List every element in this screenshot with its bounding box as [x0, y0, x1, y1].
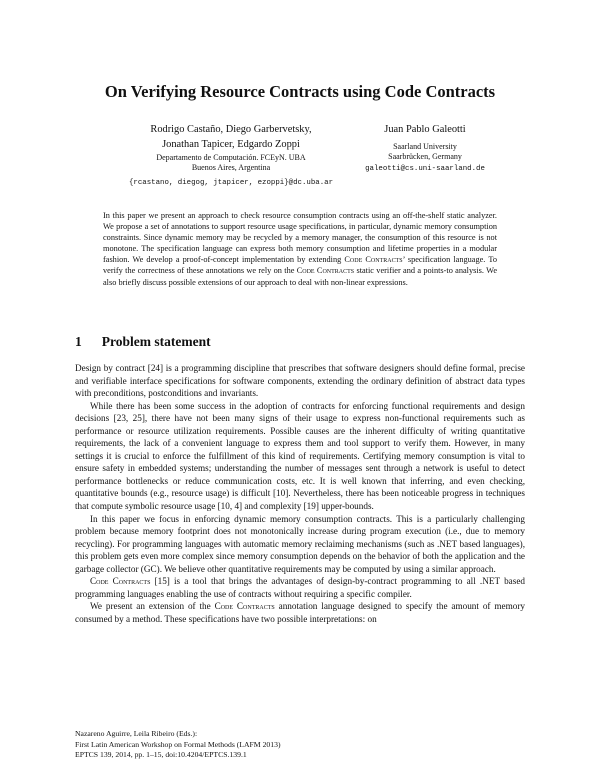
footer-line3: EPTCS 139, 2014, pp. 1–15, doi:10.4204/EPTCS.139.1 [75, 750, 247, 760]
paragraph: Code Contracts [15] is a tool that brings the advantages of design-by-contract programming to all .NET based programming languages enabling the use of contracts without requiring a specific compiler. [75, 576, 525, 599]
body-text [75, 362, 525, 625]
author-names-line1: Rodrigo Castaño, Diego Garbervetsky, [150, 124, 312, 135]
footer [75, 729, 281, 761]
section-title: Problem statement [101, 334, 211, 349]
section-heading [75, 334, 211, 350]
author-names-line2: Jonathan Tapicer, Edgardo Zoppi [162, 139, 300, 150]
paragraph: We present an extension of the Code Contracts annotation language designed to specify the amount of memory consumed by a method. These specifications have two possible interpretations: on [75, 601, 525, 624]
paragraph: While there has been some success in the adoption of contracts for enforcing functional requirements and design decisions [23, 25], there have not been many signs of their usage to express non-functional requirements such as performance or resource utilization requirements. Possible causes are the inherent difficulty of writing quantitative requirements, the lack of a convenient language to express them and tool support to verify them. However, in many settings it is crucial to enforce the fulfillment of this kind of requirements. Certifying memory consumption is vital to ensure safety in embedded systems; understanding the number of messages sent through a network is useful to detect performance bottlenecks or reduce communication costs, etc. It is well known that inferring, and even checking, quantitative bounds (e.g., resource usage) is difficult [10]. Nevertheless, there has been noticeable progress in techniques that compute symbolic resource usage [10, 4] and complexity [19] upper-bounds. [75, 400, 525, 512]
footer-line1: Nazareno Aguirre, Leila Ribeiro (Eds.): [75, 729, 198, 738]
affiliation-line1: Saarland University [393, 142, 457, 151]
abstract: In this paper we present an approach to check resource consumption contracts using an off-the-shelf static analyzer. We propose a set of annotations to support resource usage specifications, in particular, dynamic memory consumption constraints. Since dynamic memory may be recycled by a memory manager, the consumption of this resource is not monotone. The specification language can express both memory consumption and lifetime properties in a modular fashion. We develop a proof-of-concept implementation by extending Code Contracts’ specification language. To verify the correctness of these annotations we rely on the Code Contracts static verifier and a points-to analysis. We also briefly discuss possible extensions of our approach to deal with non-linear expressions. [103, 211, 497, 287]
section-number: 1 [75, 334, 82, 349]
author-email: galeotti@cs.uni-saarland.de [365, 165, 485, 173]
affiliation-line2: Saarbrücken, Germany [388, 152, 462, 161]
author-block-left [96, 122, 366, 187]
paper-title: On Verifying Resource Contracts using Code Contracts [104, 82, 496, 101]
author-email: {rcastano, diegog, jtapicer, ezoppi}@dc.uba.ar [128, 179, 333, 187]
affiliation-line2: Buenos Aires, Argentina [191, 163, 271, 172]
footer-line2: First Latin American Workshop on Formal Methods (LAFM 2013) [75, 739, 281, 749]
paragraph: Design by contract [24] is a programming discipline that prescribes that software designers should define formal, precise and verifiable interface specifications for software components, extending the ordinary definition of abstract data types with preconditions, postconditions and invariants. [75, 363, 525, 399]
affiliation-line1: Departamento de Computación. FCEyN. UBA [156, 153, 306, 162]
author-name: Juan Pablo Galeotti [384, 124, 466, 135]
author-block-right [345, 122, 505, 173]
paragraph: In this paper we focus in enforcing dynamic memory consumption contracts. This is a particularly challenging problem because memory footprint does not monotonically increase during program execution (i.e., due to memory recycling). For programming languages with automatic memory reclaiming mechanisms (such as .NET based languages), this problem gets even more complex since memory consumption depends on the behavior of both the application and the garbage collector (GC). We believe other quantitative requirements may be computed by using a similar approach. [75, 513, 525, 574]
